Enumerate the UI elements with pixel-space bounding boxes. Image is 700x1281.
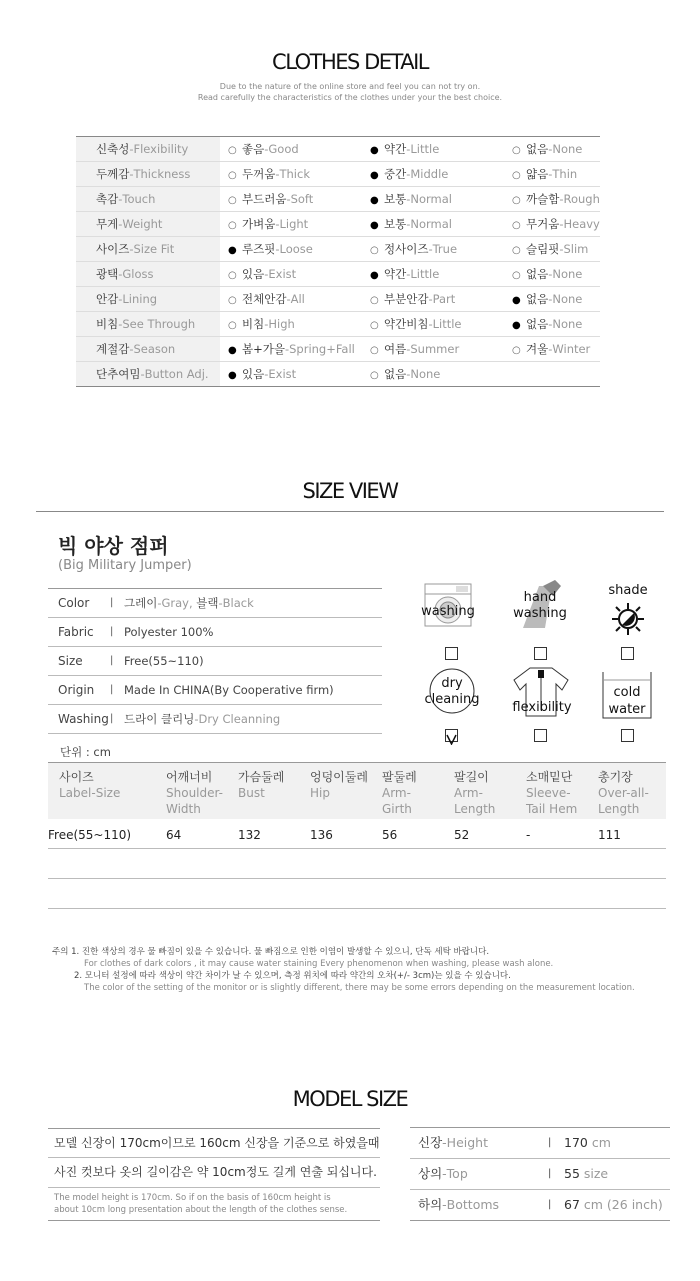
size-cell: -	[526, 828, 531, 842]
empty-circle-icon: ○	[228, 170, 237, 181]
detail-label: 사이즈-Size Fit	[76, 237, 220, 261]
clothes-detail-title: CLOTHES DETAIL	[272, 50, 428, 74]
empty-circle-icon: ○	[512, 245, 521, 256]
size-column-header: 가슴둘레 Bust	[238, 770, 285, 800]
cold-water-label: cold water	[608, 685, 646, 717]
note-2: 2. 모니터 설정에 따라 색상이 약간 차이가 날 수 있으며, 측정 위치에 따라 약간의 오차(+/- 3cm)는 있을 수 있습니다.	[74, 971, 511, 981]
detail-row	[76, 137, 600, 162]
detail-row	[76, 237, 600, 262]
hand-washing-label: hand washing	[513, 590, 567, 621]
dry-cleaning-checkbox	[445, 729, 458, 742]
notes	[52, 946, 635, 994]
info-key: Washing	[58, 712, 109, 726]
detail-option: ○ 약간비침-Little	[362, 312, 504, 336]
detail-row	[76, 187, 600, 212]
empty-circle-icon: ○	[228, 220, 237, 231]
info-value: 그레이-Gray, 블랙-Black	[124, 596, 254, 610]
separator: |	[110, 655, 114, 666]
detail-option-selected: ● 중간-Middle	[362, 162, 504, 186]
size-cell: 132	[238, 828, 261, 842]
note-1: 주의 1. 진한 색상의 경우 물 빠짐이 있을 수 있습니다. 물 빠짐으로 인한 이염이 발생할 수 있으니, 단독 세탁 바랍니다.	[52, 947, 490, 957]
size-cell: 52	[454, 828, 470, 842]
empty-circle-icon: ○	[228, 270, 237, 281]
detail-option: ○ 얇음-Thin	[504, 162, 600, 186]
filled-circle-icon: ●	[370, 195, 379, 206]
model-note	[48, 1128, 380, 1221]
info-value: 드라이 클리닝-Dry Cleanning	[124, 712, 281, 726]
empty-circle-icon: ○	[228, 320, 237, 331]
product-name: 빅 야상 점퍼	[58, 534, 169, 558]
info-key: Color	[58, 596, 90, 610]
empty-circle-icon: ○	[370, 370, 379, 381]
size-column-header: 팔둘레 Arm- Girth	[382, 770, 417, 816]
detail-option: ○ 두꺼움-Thick	[220, 162, 362, 186]
size-column-header: 엉덩이둘레 Hip	[310, 770, 368, 800]
info-row-size	[48, 647, 382, 676]
hand-washing-checkbox	[534, 647, 547, 660]
detail-label: 광택-Gloss	[76, 262, 220, 286]
separator: |	[110, 626, 114, 637]
filled-circle-icon: ●	[370, 270, 379, 281]
size-column-header: 어깨너비 Shoulder- Width	[166, 770, 223, 816]
detail-option: ○ 겨울-Winter	[504, 337, 600, 361]
info-key: Size	[58, 654, 83, 668]
detail-row	[76, 362, 600, 387]
detail-label: 단추여밈-Button Adj.	[76, 362, 220, 386]
product-name-english: (Big Military Jumper)	[58, 558, 192, 573]
filled-circle-icon: ●	[512, 295, 521, 306]
detail-row	[76, 337, 600, 362]
detail-row	[76, 212, 600, 237]
info-row-color	[48, 589, 382, 618]
detail-option: ○ 슬림핏-Slim	[504, 237, 600, 261]
filled-circle-icon: ●	[228, 245, 237, 256]
filled-circle-icon: ●	[370, 220, 379, 231]
info-value: Made In CHINA(By Cooperative firm)	[124, 683, 334, 697]
filled-circle-icon: ●	[370, 170, 379, 181]
washing-label: washing	[421, 604, 475, 619]
empty-circle-icon: ○	[512, 170, 521, 181]
detail-option-selected: ● 보통-Normal	[362, 187, 504, 211]
empty-circle-icon: ○	[512, 195, 521, 206]
filled-circle-icon: ●	[228, 345, 237, 356]
size-table-row	[48, 879, 666, 909]
size-view-title: SIZE VIEW	[302, 479, 398, 503]
separator: |	[110, 597, 114, 608]
product-info-table	[48, 588, 382, 734]
info-row-fabric	[48, 618, 382, 647]
detail-option-selected: ● 없음-None	[504, 287, 600, 311]
size-table-header	[48, 762, 666, 819]
size-cell: Free(55~110)	[48, 828, 132, 842]
info-key: Origin	[58, 683, 95, 697]
shade-checkbox	[621, 647, 634, 660]
empty-circle-icon: ○	[370, 245, 379, 256]
flexibility-checkbox	[534, 729, 547, 742]
clothes-detail-table	[76, 136, 600, 387]
detail-label: 촉감-Touch	[76, 187, 220, 211]
empty-circle-icon: ○	[370, 320, 379, 331]
note-1-english: For clothes of dark colors , it may cause water staining Every phenomenon when washing, please wash alone.	[84, 959, 554, 969]
detail-row	[76, 312, 600, 337]
empty-circle-icon: ○	[228, 295, 237, 306]
info-row-washing	[48, 705, 382, 734]
detail-label: 신축성-Flexibility	[76, 137, 220, 161]
detail-option: ○ 정사이즈-True	[362, 237, 504, 261]
detail-label: 비침-See Through	[76, 312, 220, 336]
empty-circle-icon: ○	[512, 145, 521, 156]
detail-option: ○ 부분안감-Part	[362, 287, 504, 311]
detail-option: ○ 가벼움-Light	[220, 212, 362, 236]
empty-circle-icon: ○	[370, 295, 379, 306]
size-cell: 136	[310, 828, 333, 842]
detail-row	[76, 262, 600, 287]
detail-option: ○ 비침-High	[220, 312, 362, 336]
detail-option-selected: ● 없음-None	[504, 312, 600, 336]
detail-option: ○ 없음-None	[504, 137, 600, 161]
detail-label: 안감-Lining	[76, 287, 220, 311]
model-note-line-2: 사진 컷보다 옷의 길이감은 약 10cm정도 길게 연출 되십니다.	[48, 1158, 380, 1188]
empty-circle-icon: ○	[228, 145, 237, 156]
detail-option: ○ 없음-None	[362, 362, 504, 386]
size-cell: 56	[382, 828, 398, 842]
model-stats	[410, 1127, 670, 1221]
detail-option: ○ 부드러움-Soft	[220, 187, 362, 211]
separator: |	[110, 684, 114, 695]
size-table-row	[48, 849, 666, 879]
flexibility-label: flexibility	[512, 700, 572, 715]
sun-icon	[611, 602, 645, 636]
detail-option-selected: ● 약간-Little	[362, 262, 504, 286]
detail-label: 두께감-Thickness	[76, 162, 220, 186]
detail-option-selected: ● 보통-Normal	[362, 212, 504, 236]
model-stat-top: 상의-Top | 55 size	[410, 1159, 670, 1190]
note-2-english: The color of the setting of the monitor or is slightly different, there may be some errors depending on the measurement location.	[84, 983, 635, 993]
detail-row	[76, 162, 600, 187]
empty-circle-icon: ○	[228, 195, 237, 206]
model-note-line-1: 모델 신장이 170cm이므로 160cm 신장을 기준으로 하였을때	[48, 1128, 380, 1158]
shade-label: shade	[608, 583, 648, 598]
model-stat-height: 신장-Height | 170 cm	[410, 1128, 670, 1159]
detail-option-selected: ● 루즈핏-Loose	[220, 237, 362, 261]
detail-label: 계절감-Season	[76, 337, 220, 361]
size-column-header: 팔길이 Arm- Length	[454, 770, 496, 816]
filled-circle-icon: ●	[370, 145, 379, 156]
empty-circle-icon: ○	[512, 345, 521, 356]
empty-circle-icon: ○	[512, 270, 521, 281]
info-value: Free(55~110)	[124, 654, 204, 668]
size-table-row	[48, 819, 666, 849]
detail-option: ○ 여름-Summer	[362, 337, 504, 361]
washing-checkbox	[445, 647, 458, 660]
size-column-header: 소매밑단 Sleeve- Tail Hem	[526, 770, 578, 816]
divider	[36, 511, 664, 512]
detail-option-selected: ● 있음-Exist	[220, 362, 362, 386]
detail-option: ○ 무거움-Heavy	[504, 212, 600, 236]
cold-water-checkbox	[621, 729, 634, 742]
clothes-detail-subtitle-1: Due to the nature of the online store and feel you can not try on.	[219, 82, 481, 91]
size-column-header: 총기장 Over-all- Length	[598, 770, 649, 816]
size-cell: 64	[166, 828, 182, 842]
empty-circle-icon: ○	[370, 345, 379, 356]
model-size-title: MODEL SIZE	[292, 1087, 408, 1111]
model-stat-bottoms: 하의-Bottoms | 67 cm (26 inch)	[410, 1190, 670, 1221]
info-value: Polyester 100%	[124, 625, 214, 639]
filled-circle-icon: ●	[512, 320, 521, 331]
detail-label: 무게-Weight	[76, 212, 220, 236]
model-note-english: The model height is 170cm. So if on the basis of 160cm height is about 10cm long presentation about the length of the clothes sense.	[48, 1188, 380, 1221]
separator: |	[110, 713, 114, 724]
size-cell: 111	[598, 828, 621, 842]
detail-option: ○ 전체안감-All	[220, 287, 362, 311]
empty-circle-icon: ○	[512, 220, 521, 231]
detail-option-selected: ● 봄+가을-Spring+Fall	[220, 337, 362, 361]
detail-option-selected: ● 약간-Little	[362, 137, 504, 161]
detail-option: ○ 없음-None	[504, 262, 600, 286]
detail-option: ○ 있음-Exist	[220, 262, 362, 286]
info-row-origin	[48, 676, 382, 705]
detail-option: ○ 좋음-Good	[220, 137, 362, 161]
info-key: Fabric	[58, 625, 94, 639]
size-table	[48, 762, 666, 909]
detail-option: ○ 까슬함-Rough	[504, 187, 600, 211]
detail-row	[76, 287, 600, 312]
clothes-detail-subtitle-2: Read carefully the characteristics of the clothes under your the best choice.	[197, 93, 503, 102]
size-column-header: 사이즈 Label-Size	[59, 770, 121, 800]
unit-label: 단위 : cm	[60, 745, 111, 759]
dry-cleaning-label: dry cleaning	[424, 676, 480, 707]
filled-circle-icon: ●	[228, 370, 237, 381]
